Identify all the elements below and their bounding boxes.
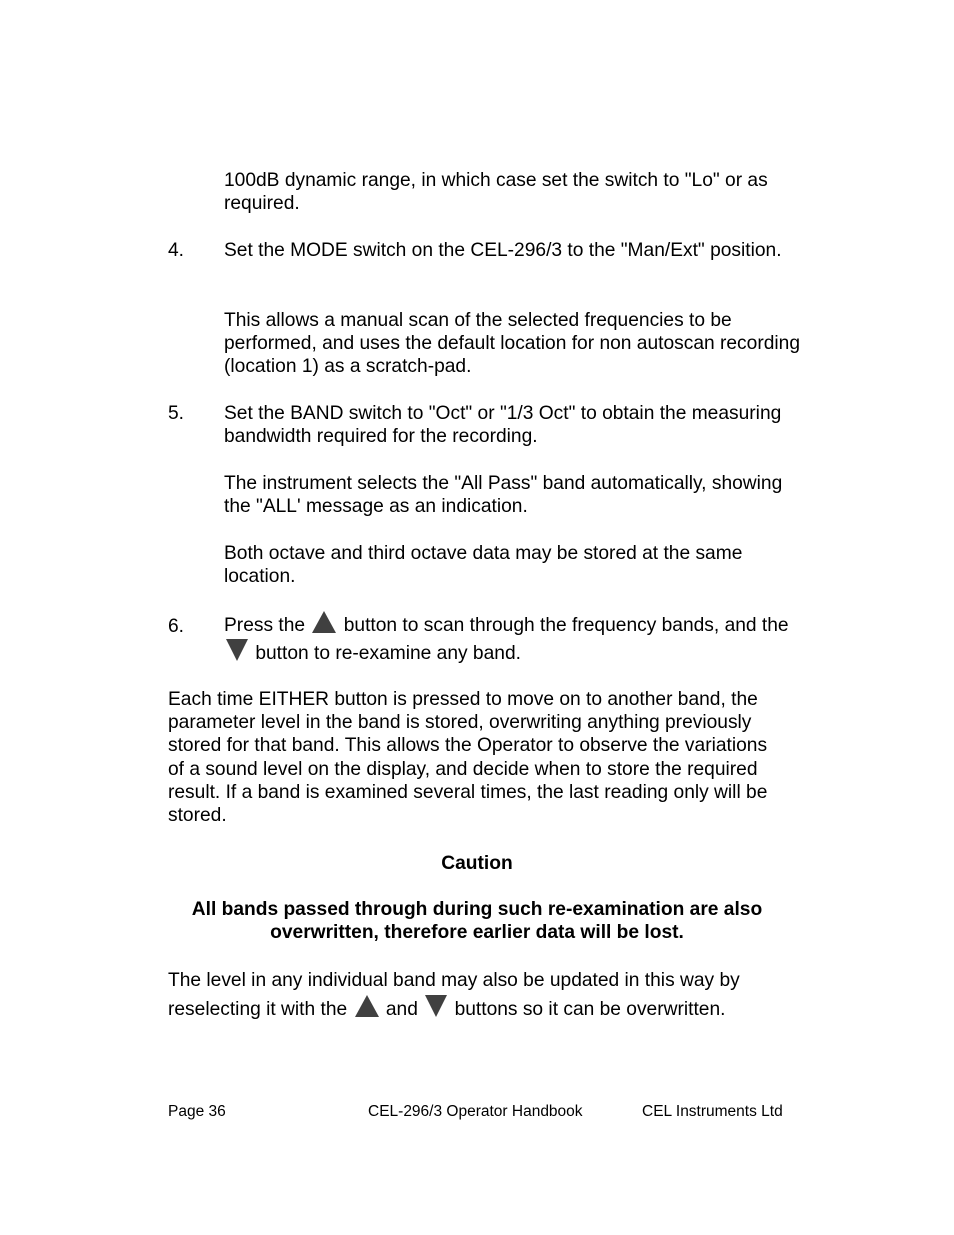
closing-part-2: and [385, 999, 418, 1020]
step-5-number: 5. [168, 403, 185, 424]
footer-page-number: Page 36 [168, 1103, 226, 1120]
closing-part-1: The level in any individual band may also be updated in this way by reselecting it with the [168, 970, 740, 1020]
step-6-text [224, 611, 804, 667]
closing-paragraph [168, 967, 788, 1024]
step-6-part-1: Press the [224, 615, 306, 636]
step-6-part-2: button to scan through the frequency bands, and the [343, 615, 789, 636]
step-4-number: 4. [168, 240, 185, 261]
step-6-number: 6. [168, 616, 185, 637]
closing-part-3: buttons so it can be overwritten. [454, 999, 726, 1020]
down-arrow-icon [425, 995, 447, 1017]
step-5-text: Set the BAND switch to "Oct" or "1/3 Oct" to obtain the measuring bandwidth required for the recording. [224, 403, 782, 448]
footer-company: CEL Instruments Ltd [642, 1103, 783, 1120]
step-4-note: This allows a manual scan of the selected frequencies to be performed, and uses the default location for non autoscan recording (location 1) as a scratch-pad. [224, 310, 800, 378]
down-arrow-icon [226, 639, 248, 661]
intro-text: 100dB dynamic range, in which case set the switch to "Lo" or as required. [224, 170, 768, 215]
step-5-note-2: Both octave and third octave data may be stored at the same location. [224, 543, 743, 588]
up-arrow-icon [355, 995, 379, 1017]
up-arrow-icon [312, 611, 336, 633]
body-paragraph: Each time EITHER button is pressed to move on to another band, the parameter level in the band is stored, overwriting anything previously stored for that band. This allows the Operator to observe the variations of a sound level on the display, and decide when to store the required result. If a band is examined several times, the last reading only will be stored. [168, 689, 768, 827]
step-4-text: Set the MODE switch on the CEL-296/3 to the "Man/Ext" position. [224, 240, 782, 261]
caution-body: All bands passed through during such re-examination are also overwritten, therefore earlier data will be lost. [191, 899, 763, 944]
step-5-note-1: The instrument selects the "All Pass" band automatically, showing the "ALL' message as an indication. [224, 473, 783, 518]
footer-title: CEL-296/3 Operator Handbook [368, 1103, 583, 1120]
step-6-part-3: button to re-examine any band. [255, 643, 521, 664]
caution-title: Caution [441, 853, 513, 874]
